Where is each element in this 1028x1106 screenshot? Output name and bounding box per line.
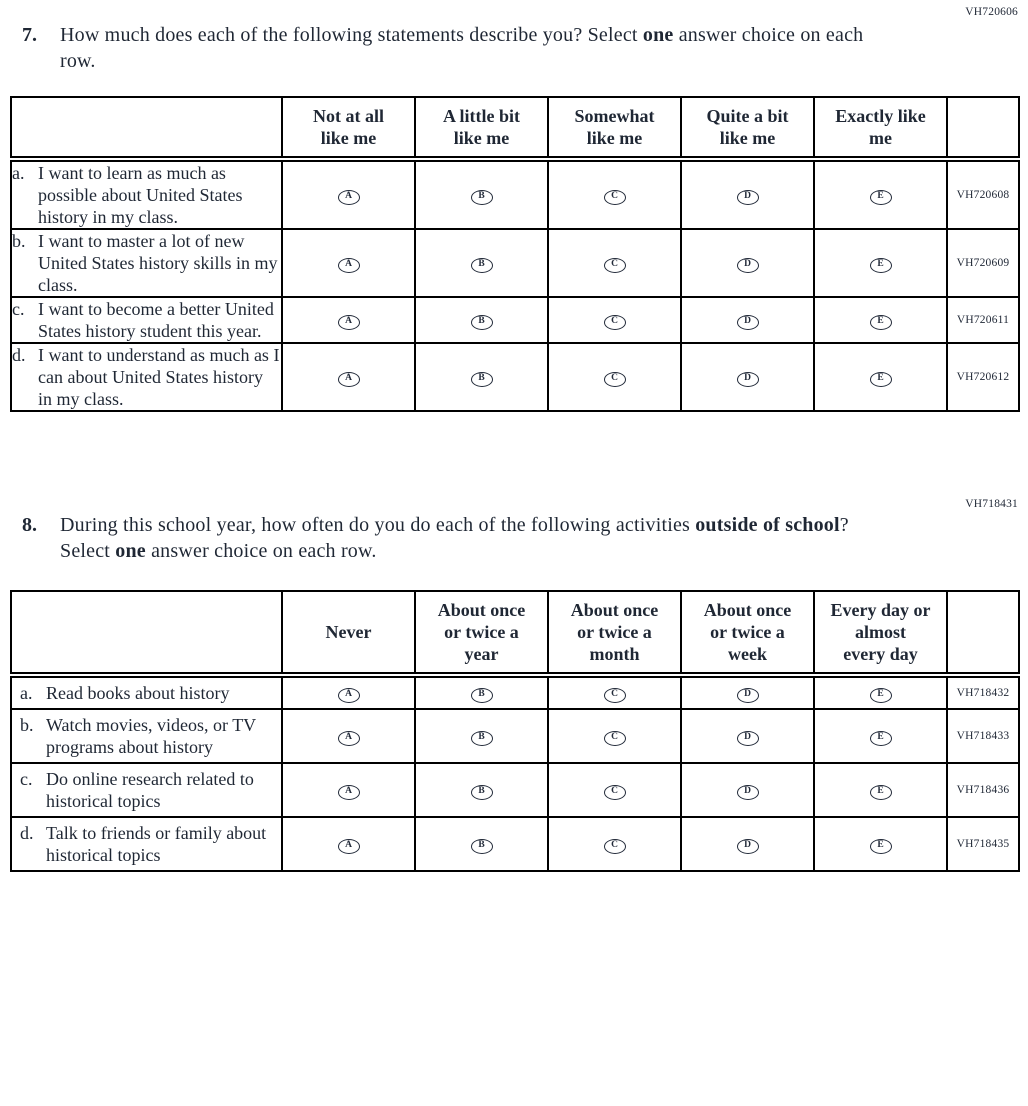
answer-bubble-a[interactable] (338, 731, 360, 746)
answer-bubble-c[interactable] (604, 688, 626, 703)
bubble-letter: B (478, 732, 485, 743)
choice-cell-e (814, 297, 947, 343)
answer-bubble-b[interactable] (471, 190, 493, 205)
answer-bubble-c[interactable] (604, 190, 626, 205)
answer-bubble-c[interactable] (604, 258, 626, 273)
question-8-prompt (10, 512, 1018, 564)
choice-cell-e (814, 763, 947, 817)
statement-header-blank (11, 591, 282, 675)
choice-cell-a (282, 159, 415, 229)
row-statement: Talk to friends or family about historical topics (46, 823, 267, 865)
table-row-7d (11, 343, 1019, 411)
choice-cell-d (681, 675, 814, 709)
question-7-text (60, 22, 900, 74)
bubble-letter: C (611, 259, 618, 270)
column-header-somewhat: Somewhat like me (548, 97, 681, 159)
row-letter: b. (20, 715, 34, 735)
answer-bubble-a[interactable] (338, 258, 360, 273)
choice-cell-b (415, 709, 548, 763)
question-8-number: 8. (22, 514, 37, 536)
question-8-text-part: answer choice on each row. (145, 540, 377, 562)
choice-cell-d (681, 297, 814, 343)
bubble-letter: A (345, 840, 352, 851)
choice-cell-c (548, 229, 681, 297)
column-header-never: Never (282, 591, 415, 675)
code-header-blank (947, 591, 1019, 675)
row-code: VH720609 (947, 229, 1019, 297)
statement-cell (11, 817, 282, 871)
column-header-exactly-like: Exactly like me (814, 97, 947, 159)
row-code: VH718436 (947, 763, 1019, 817)
row-code: VH718433 (947, 709, 1019, 763)
answer-bubble-e[interactable] (870, 315, 892, 330)
statement-cell (11, 159, 282, 229)
bubble-letter: B (478, 191, 485, 202)
bubble-letter: C (611, 840, 618, 851)
row-statement: I want to become a better United States history student this year. (38, 299, 274, 341)
bubble-letter: E (877, 786, 884, 797)
row-letter: b. (12, 231, 26, 251)
row-statement: Watch movies, videos, or TV programs about history (46, 715, 256, 757)
bubble-letter: B (478, 373, 485, 384)
row-statement: I want to learn as much as possible about United States history in my class. (38, 163, 243, 227)
answer-bubble-c[interactable] (604, 785, 626, 800)
bubble-letter: D (744, 191, 751, 202)
header-row (11, 97, 1019, 159)
bubble-letter: D (744, 840, 751, 851)
answer-bubble-a[interactable] (338, 785, 360, 800)
bubble-letter: E (877, 840, 884, 851)
table-row-7b (11, 229, 1019, 297)
row-code: VH720608 (947, 159, 1019, 229)
row-code: VH720612 (947, 343, 1019, 411)
choice-cell-e (814, 709, 947, 763)
statement-cell (11, 709, 282, 763)
question-8-answer-table (10, 590, 1020, 872)
answer-bubble-d[interactable] (737, 372, 759, 387)
bubble-letter: A (345, 373, 352, 384)
choice-cell-c (548, 297, 681, 343)
question-7-section (10, 6, 1018, 412)
column-header-once-twice-week: About once or twice a week (681, 591, 814, 675)
choice-cell-a (282, 229, 415, 297)
answer-bubble-c[interactable] (604, 372, 626, 387)
bubble-letter: D (744, 373, 751, 384)
choice-cell-b (415, 229, 548, 297)
bubble-letter: A (345, 732, 352, 743)
choice-cell-c (548, 675, 681, 709)
answer-bubble-e[interactable] (870, 372, 892, 387)
question-7-prompt (10, 22, 1018, 74)
question-8-text-bold: one (115, 540, 146, 562)
bubble-letter: C (611, 191, 618, 202)
choice-cell-c (548, 763, 681, 817)
choice-cell-e (814, 675, 947, 709)
bubble-letter: A (345, 689, 352, 700)
bubble-letter: D (744, 732, 751, 743)
question-8-accession-code: VH718431 (965, 498, 1018, 510)
table-row-7c (11, 297, 1019, 343)
table-row-8b (11, 709, 1019, 763)
row-letter: c. (20, 769, 33, 789)
bubble-letter: C (611, 689, 618, 700)
choice-cell-e (814, 159, 947, 229)
bubble-letter: D (744, 316, 751, 327)
table-row-8d (11, 817, 1019, 871)
row-letter: a. (12, 163, 25, 183)
row-code: VH718432 (947, 675, 1019, 709)
choice-cell-a (282, 709, 415, 763)
choice-cell-e (814, 343, 947, 411)
row-statement: I want to understand as much as I can about United States history in my class. (38, 345, 280, 409)
choice-cell-e (814, 817, 947, 871)
choice-cell-d (681, 709, 814, 763)
bubble-letter: C (611, 786, 618, 797)
question-7-number: 7. (22, 24, 37, 46)
table-row-8a (11, 675, 1019, 709)
header-row (11, 591, 1019, 675)
bubble-letter: B (478, 786, 485, 797)
column-header-quite-a-bit: Quite a bit like me (681, 97, 814, 159)
answer-bubble-d[interactable] (737, 731, 759, 746)
choice-cell-c (548, 817, 681, 871)
bubble-letter: D (744, 689, 751, 700)
statement-cell (11, 763, 282, 817)
row-code: VH718435 (947, 817, 1019, 871)
question-7-text-part: How much does each of the following statements describe you? Select (60, 24, 643, 46)
choice-cell-b (415, 763, 548, 817)
choice-cell-c (548, 343, 681, 411)
answer-bubble-b[interactable] (471, 688, 493, 703)
column-header-not-at-all: Not at all like me (282, 97, 415, 159)
question-7-text-part: answer choice on each row. (60, 24, 864, 72)
answer-bubble-d[interactable] (737, 839, 759, 854)
answer-bubble-e[interactable] (870, 731, 892, 746)
bubble-letter: D (744, 786, 751, 797)
answer-bubble-c[interactable] (604, 839, 626, 854)
choice-cell-d (681, 343, 814, 411)
bubble-letter: E (877, 689, 884, 700)
answer-bubble-a[interactable] (338, 190, 360, 205)
statement-header-blank (11, 97, 282, 159)
answer-bubble-d[interactable] (737, 315, 759, 330)
bubble-letter: E (877, 259, 884, 270)
question-8-text (60, 512, 900, 564)
choice-cell-c (548, 709, 681, 763)
row-statement: I want to master a lot of new United States history skills in my class. (38, 231, 278, 295)
bubble-letter: A (345, 259, 352, 270)
choice-cell-a (282, 763, 415, 817)
answer-bubble-e[interactable] (870, 190, 892, 205)
row-statement: Do online research related to historical topics (46, 769, 254, 811)
question-7-answer-table (10, 96, 1020, 412)
bubble-letter: A (345, 786, 352, 797)
statement-cell (11, 343, 282, 411)
column-header-every-day: Every day or almost every day (814, 591, 947, 675)
answer-bubble-a[interactable] (338, 839, 360, 854)
answer-bubble-b[interactable] (471, 372, 493, 387)
row-statement: Read books about history (46, 683, 230, 703)
bubble-letter: A (345, 191, 352, 202)
answer-bubble-a[interactable] (338, 372, 360, 387)
choice-cell-d (681, 763, 814, 817)
answer-bubble-d[interactable] (737, 785, 759, 800)
question-7-accession-code: VH720606 (965, 6, 1018, 18)
question-8-text-part: During this school year, how often do you do each of the following activities (60, 514, 696, 536)
choice-cell-b (415, 675, 548, 709)
answer-bubble-b[interactable] (471, 315, 493, 330)
answer-bubble-a[interactable] (338, 688, 360, 703)
bubble-letter: A (345, 316, 352, 327)
code-header-blank (947, 97, 1019, 159)
statement-cell (11, 229, 282, 297)
answer-bubble-b[interactable] (471, 785, 493, 800)
answer-bubble-d[interactable] (737, 688, 759, 703)
bubble-letter: D (744, 259, 751, 270)
bubble-letter: E (877, 373, 884, 384)
answer-bubble-e[interactable] (870, 785, 892, 800)
bubble-letter: E (877, 316, 884, 327)
statement-cell (11, 297, 282, 343)
choice-cell-a (282, 817, 415, 871)
answer-bubble-a[interactable] (338, 315, 360, 330)
choice-cell-b (415, 297, 548, 343)
bubble-letter: E (877, 732, 884, 743)
statement-cell (11, 675, 282, 709)
row-letter: d. (12, 345, 26, 365)
table-row-8c (11, 763, 1019, 817)
question-8-text-part: ? Select (60, 514, 849, 562)
bubble-letter: B (478, 259, 485, 270)
answer-bubble-c[interactable] (604, 731, 626, 746)
bubble-letter: B (478, 316, 485, 327)
choice-cell-b (415, 343, 548, 411)
choice-cell-b (415, 817, 548, 871)
column-header-once-twice-year: About once or twice a year (415, 591, 548, 675)
answer-bubble-e[interactable] (870, 839, 892, 854)
answer-bubble-c[interactable] (604, 315, 626, 330)
answer-bubble-e[interactable] (870, 258, 892, 273)
row-letter: d. (20, 823, 34, 843)
bubble-letter: E (877, 191, 884, 202)
choice-cell-b (415, 159, 548, 229)
bubble-letter: B (478, 689, 485, 700)
question-8-text-bold: outside of school (695, 514, 840, 536)
bubble-letter: B (478, 840, 485, 851)
answer-bubble-e[interactable] (870, 688, 892, 703)
row-letter: c. (12, 299, 25, 319)
answer-bubble-d[interactable] (737, 258, 759, 273)
choice-cell-d (681, 817, 814, 871)
choice-cell-d (681, 229, 814, 297)
row-code: VH720611 (947, 297, 1019, 343)
table-row-7a (11, 159, 1019, 229)
choice-cell-a (282, 297, 415, 343)
choice-cell-a (282, 675, 415, 709)
answer-bubble-b[interactable] (471, 258, 493, 273)
bubble-letter: C (611, 732, 618, 743)
question-8-section (10, 498, 1018, 872)
answer-bubble-b[interactable] (471, 731, 493, 746)
column-header-a-little-bit: A little bit like me (415, 97, 548, 159)
answer-bubble-b[interactable] (471, 839, 493, 854)
choice-cell-e (814, 229, 947, 297)
choice-cell-a (282, 343, 415, 411)
bubble-letter: C (611, 373, 618, 384)
choice-cell-c (548, 159, 681, 229)
choice-cell-d (681, 159, 814, 229)
row-letter: a. (20, 683, 33, 703)
bubble-letter: C (611, 316, 618, 327)
answer-bubble-d[interactable] (737, 190, 759, 205)
question-7-text-bold: one (642, 24, 674, 46)
column-header-once-twice-month: About once or twice a month (548, 591, 681, 675)
